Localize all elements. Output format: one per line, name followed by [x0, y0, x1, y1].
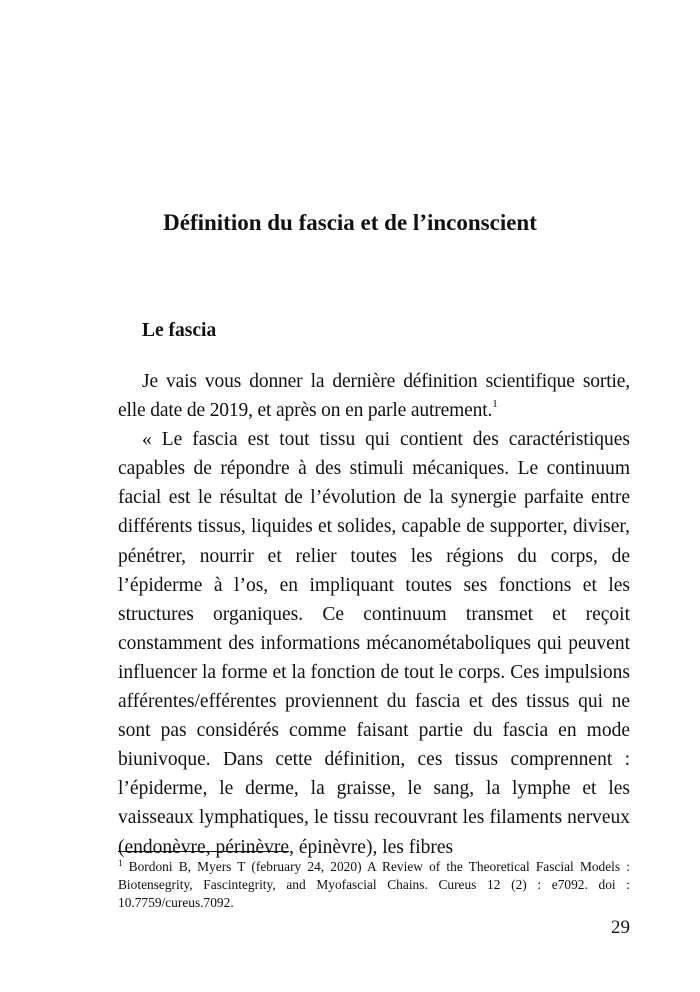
- paragraph-2: « Le fascia est tout tissu qui contient des caractéristiques capables de répondre à des stimuli mécaniques. Le continuum facial est le résultat de l’évolution de la synergie parfaite entre différents tissus, liquides et solides, capable de supporter, diviser, pénétrer, nourrir et relier toutes les régions du corps, de l’épiderme à l’os, en impliquant toutes ses fonctions et les structures organiques. Ce continuum transmet et reçoit constamment des informations mécanométaboliques qui peuvent influencer la forme et la fonction de tout le corps. Ces impulsions afférentes/efférentes proviennent du fascia et des tissus qui ne sont pas considérés comme faisant partie du fascia en mode biunivoque. Dans cette définition, ces tissus comprennent : l’épiderme, le derme, la graisse, le sang, la lymphe et les vaisseaux lymphatiques, le tissu recouvrant les filaments nerveux (endonèvre, périnèvre, épinèvre), les fibres: [118, 429, 630, 858]
- footnote-divider: [118, 851, 289, 852]
- chapter-title: Définition du fascia et de l’inconscient: [163, 210, 537, 235]
- page-number: 29: [611, 917, 630, 938]
- footnote-text: Bordoni B, Myers T (february 24, 2020) A Review of the Theoretical Fascial Models : Biotensegrity, Fascintegrity, and Myofascial Chains. Cureus 12 (2) : e7092. doi : 10.7759/cureus.7092.: [118, 859, 630, 910]
- footnote: [118, 858, 630, 912]
- footnote-number: 1: [118, 858, 123, 868]
- section-title: Le fascia: [142, 320, 217, 341]
- paragraph-1-text: Je vais vous donner la dernière définition scientifique sortie, elle date de 2019, et après on en parle autrement.: [118, 371, 630, 422]
- body-text: [118, 367, 630, 862]
- footnote-reference: 1: [492, 398, 498, 411]
- paragraph-1: [118, 367, 630, 425]
